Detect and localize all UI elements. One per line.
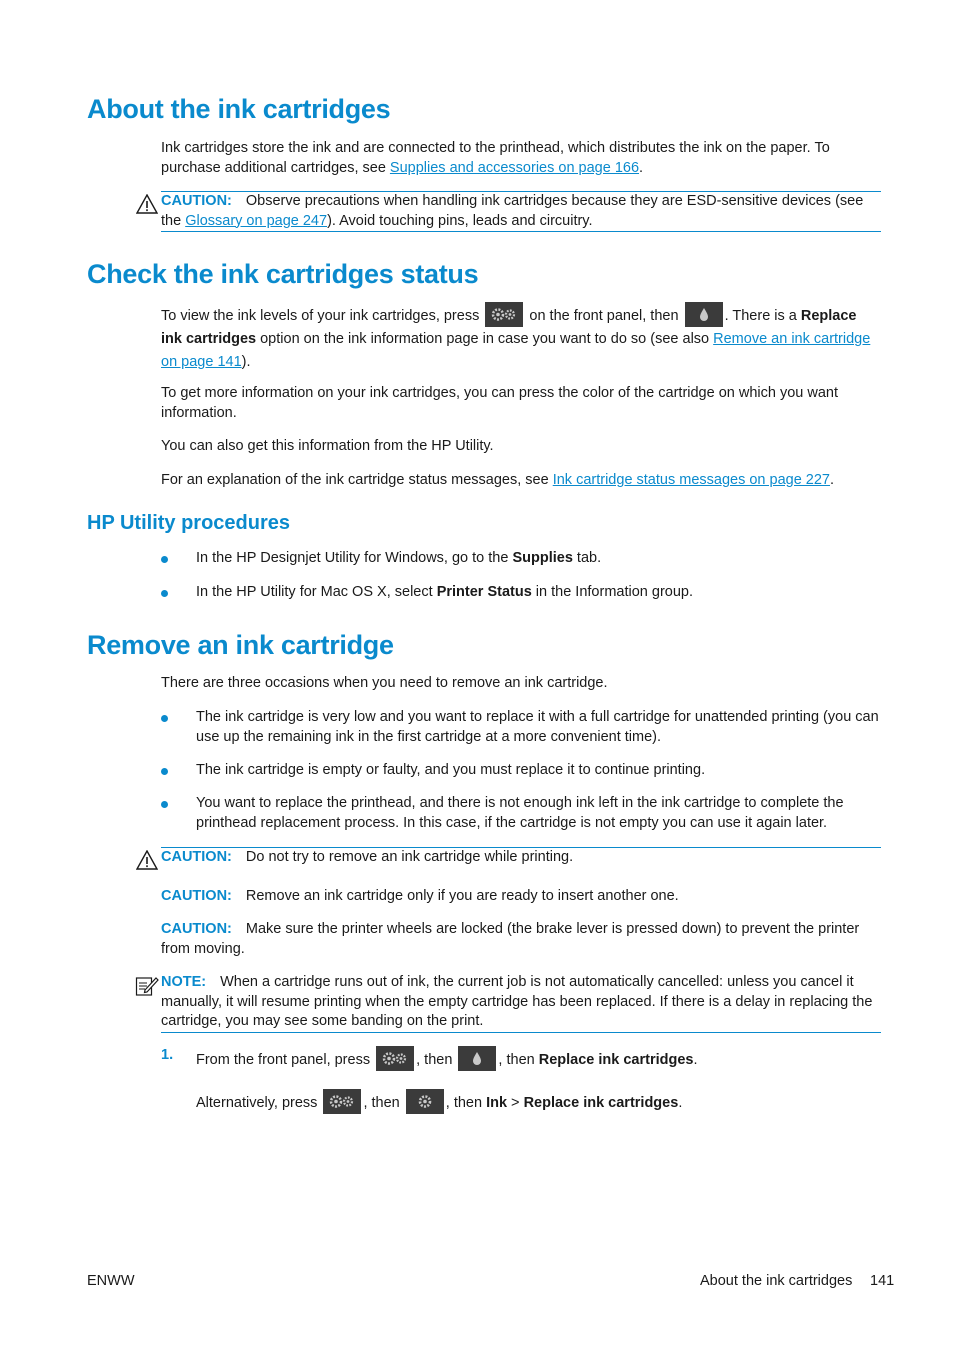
- caution-insert: [161, 887, 881, 907]
- note-label: NOTE:: [161, 974, 207, 990]
- ink-drop-icon: [458, 1046, 496, 1071]
- caution-label: CAUTION:: [161, 193, 232, 209]
- bullet-dot: [161, 768, 168, 775]
- remove-cartridge-link[interactable]: Remove an ink cartridge on page 141: [161, 331, 871, 370]
- step-text: >: [507, 1095, 524, 1111]
- step-text: , then: [416, 1052, 453, 1068]
- about-text: Ink cartridges store the ink and are connected to the printhead, which distributes the ink on the paper. To purchase additional cartridges, see: [161, 140, 830, 176]
- status-messages-end: .: [830, 472, 835, 488]
- status-messages-text: For an explanation of the ink cartridge status messages, see: [161, 472, 553, 488]
- caution-esd: [161, 192, 881, 231]
- status-text-1: To view the ink levels of your ink cartridges, press: [161, 308, 480, 324]
- step-bold: Replace ink cartridges: [523, 1095, 679, 1111]
- step-1-alternative: [196, 1092, 881, 1115]
- caution-bottom-rule: [161, 231, 881, 232]
- page-number: 141: [870, 1273, 895, 1289]
- about-paragraph: [161, 139, 881, 178]
- footer-left: ENWW: [87, 1273, 135, 1289]
- status-paragraph-4: [161, 471, 881, 491]
- step-number: 1.: [161, 1047, 174, 1063]
- caution-label: CAUTION:: [161, 888, 232, 904]
- section-title-remove: Remove an ink cartridge: [87, 630, 394, 660]
- warning-triangle-icon: [136, 850, 158, 870]
- status-paragraph-2: To get more information on your ink cartridges, you can press the color of the cartridge on which you want information.: [161, 385, 839, 421]
- about-text-end: .: [639, 159, 644, 176]
- status-text-3: . There is a: [724, 308, 801, 324]
- list-item-text: In the HP Designjet Utility for Windows, go to the Supplies tab.: [196, 550, 602, 566]
- step-bold: Replace ink cartridges: [538, 1052, 694, 1068]
- caution-text: Make sure the printer wheels are locked (the brake lever is pressed down) to prevent the printer from moving.: [161, 921, 860, 957]
- settings-gears-icon: [376, 1046, 414, 1071]
- replace-ink-bold: Replace ink cartridges: [161, 308, 857, 347]
- caution-wheels: [161, 920, 881, 959]
- step-text: From the front panel, press: [196, 1052, 371, 1068]
- note-text: When a cartridge runs out of ink, the current job is not automatically cancelled: unless you cancel it manually, it will resume printing when the empty cartridge has been replaced. If there is a delay in replacing the cartridge, you may see some banding on the print.: [161, 974, 873, 1029]
- remove-intro: There are three occasions when you need to remove an ink cartridge.: [161, 675, 608, 691]
- status-paragraph-3: You can also get this information from the HP Utility.: [161, 438, 494, 454]
- list-item-text: The ink cartridge is empty or faulty, and you must replace it to continue printing.: [196, 762, 706, 778]
- caution-text: Observe precautions when handling ink cartridges because they are ESD-sensitive devices (see the: [161, 193, 864, 229]
- step-text: .: [693, 1052, 698, 1068]
- step-text: Alternatively, press: [196, 1095, 318, 1111]
- section-title-about: About the ink cartridges: [87, 94, 391, 124]
- bullet-dot: [161, 556, 168, 563]
- bullet-dot: [161, 801, 168, 808]
- step-text: .: [678, 1095, 683, 1111]
- caution-printing: [161, 848, 881, 868]
- list-item-text: In the HP Utility for Mac OS X, select Printer Status in the Information group.: [196, 584, 693, 600]
- gear-icon: [406, 1089, 444, 1114]
- supplies-link[interactable]: Supplies and accessories on page 166: [389, 159, 640, 176]
- caution-text-end: ). Avoid touching pins, leads and circuitry.: [327, 212, 593, 229]
- status-messages-link[interactable]: Ink cartridge status messages on page 227: [552, 472, 830, 488]
- bullet-dot: [161, 715, 168, 722]
- footer-section: About the ink cartridges: [700, 1273, 853, 1289]
- note-pencil-icon: [135, 975, 159, 997]
- list-item-text: The ink cartridge is very low and you want to replace it with a full cartridge for unattended printing (you can use up the remaining ink in the first cartridge at a more convenient time).: [196, 709, 879, 745]
- check-status-paragraph: [161, 305, 881, 374]
- step-1-text: [196, 1049, 881, 1072]
- settings-gears-icon: [323, 1089, 361, 1114]
- section-title-hp-utility: HP Utility procedures: [87, 512, 291, 534]
- note-bottom-rule: [161, 1032, 881, 1033]
- ink-drop-icon: [685, 302, 723, 327]
- step-bold: Ink: [486, 1095, 508, 1111]
- caution-label: CAUTION:: [161, 849, 232, 865]
- section-title-check-status: Check the ink cartridges status: [87, 259, 479, 289]
- status-text-4: option on the ink information page in case you want to do so (see also: [256, 331, 714, 347]
- caution-text: Do not try to remove an ink cartridge while printing.: [245, 849, 574, 865]
- list-item-text: You want to replace the printhead, and there is not enough ink left in the ink cartridge to complete the printhead replacement process. In this case, if the cartridge is not empty you can use it again later.: [196, 795, 844, 831]
- note-paragraph: [161, 973, 881, 1032]
- caution-label: CAUTION:: [161, 921, 232, 937]
- status-text-5: ).: [241, 354, 251, 370]
- bullet-dot: [161, 590, 168, 597]
- step-text: , then: [498, 1052, 539, 1068]
- status-text-2: on the front panel, then: [529, 308, 679, 324]
- step-text: , then: [363, 1095, 400, 1111]
- caution-text: Remove an ink cartridge only if you are ready to insert another one.: [245, 888, 679, 904]
- glossary-link[interactable]: Glossary on page 247: [185, 212, 328, 229]
- settings-gears-icon: [485, 302, 523, 327]
- step-text: , then: [445, 1095, 487, 1111]
- warning-triangle-icon: [136, 194, 158, 214]
